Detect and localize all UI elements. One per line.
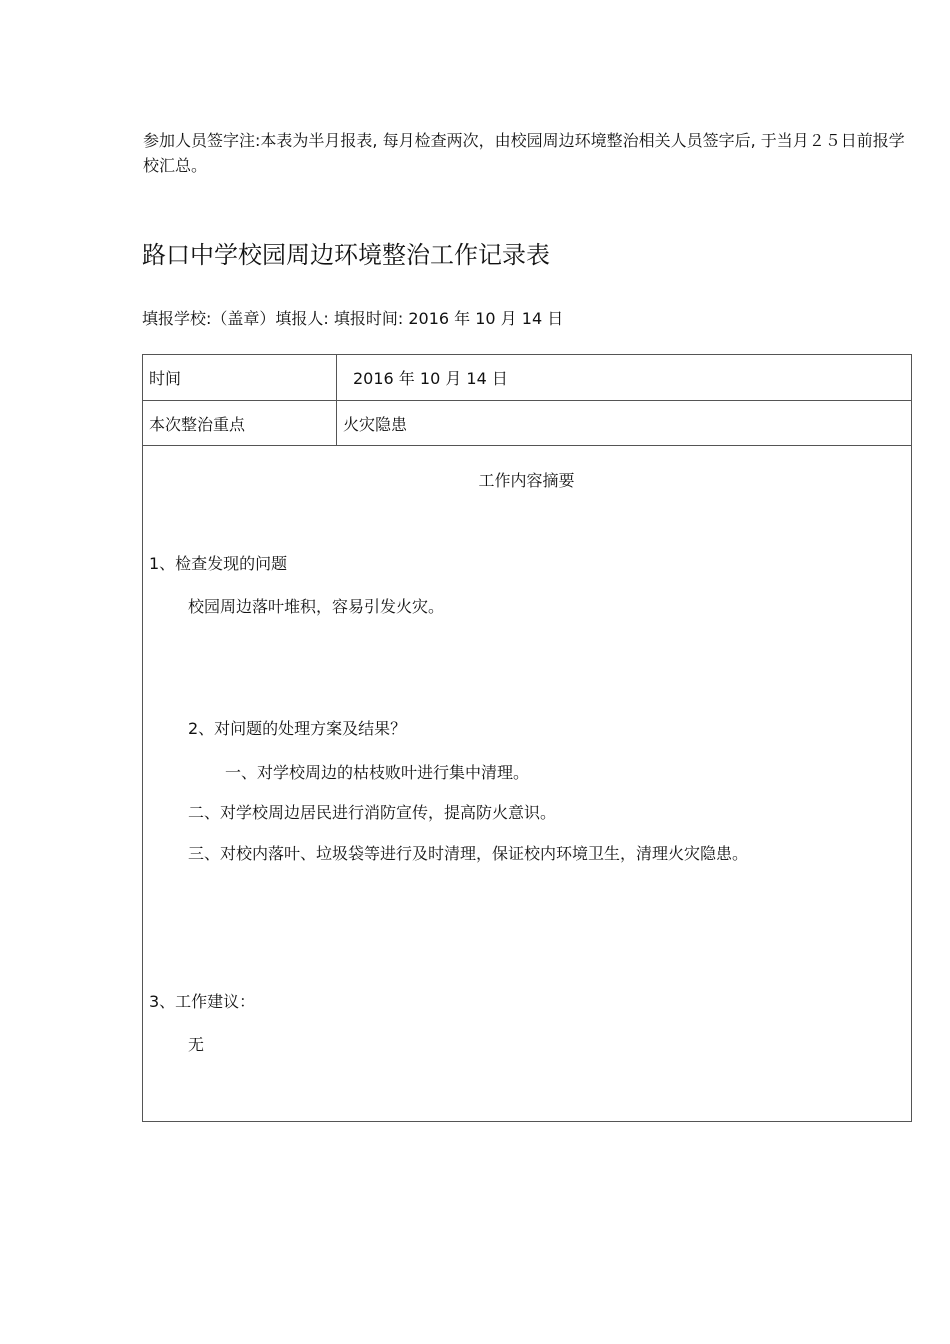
table-row-time [143, 355, 912, 401]
summary-content [143, 446, 911, 1121]
summary-heading: 工作内容摘要 [478, 471, 575, 490]
issues-body: 校园周边落叶堆积，容易引发火灾。 [188, 597, 445, 616]
summary-cell [143, 446, 912, 1122]
table-row-summary [143, 446, 912, 1122]
time-value: 2016 年 10 月 14 日 [337, 355, 912, 401]
solution-item-3: 三、对校内落叶、垃圾袋等进行及时清理，保证校内环境卫生，清理火灾隐患。 [188, 844, 749, 863]
focus-label: 本次整治重点 [143, 401, 337, 446]
solutions-heading: 2、对问题的处理方案及结果？ [188, 719, 407, 738]
time-label: 时间 [143, 355, 337, 401]
suggestions-heading: 3、工作建议： [149, 992, 256, 1011]
solution-item-2: 二、对学校周边居民进行消防宣传，提高防火意识。 [188, 803, 557, 822]
focus-value: 火灾隐患 [337, 401, 912, 446]
issues-heading: 1、检查发现的问题 [149, 554, 288, 573]
fill-info-line: 填报学校:（盖章）填报人: 填报时间: 2016 年 10 月 14 日 [142, 309, 564, 328]
signature-note: 参加人员签字注:本表为半月报表, 每月检查两次，由校园周边环境整治相关人员签字后, 于当月２５日前报学校汇总。 [143, 131, 905, 175]
table-row-focus [143, 401, 912, 446]
suggestions-body: 无 [188, 1035, 205, 1054]
page-title: 路口中学校园周边环境整治工作记录表 [142, 241, 550, 269]
record-table [142, 354, 912, 1122]
solution-item-1: 一、对学校周边的枯枝败叶进行集中清理。 [225, 763, 530, 782]
